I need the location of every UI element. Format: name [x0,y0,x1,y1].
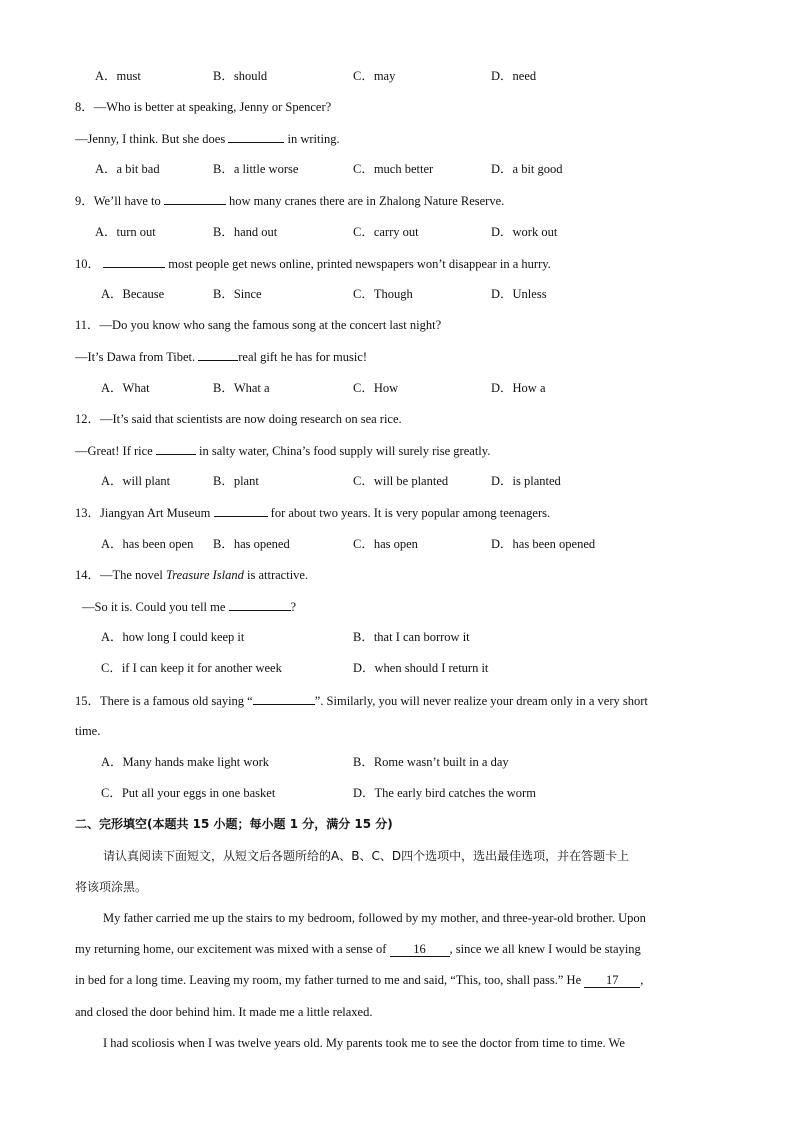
q14-option-b[interactable]: B．that I can borrow it [353,630,470,644]
instruction-line-2: 将该项涂黑。 [75,880,148,894]
passage-p2-line-1: I had scoliosis when I was twelve years old. My parents took me to see the doctor from time to time. We [103,1036,625,1050]
q12-stem: 12．—It’s said that scientists are now doing research on sea rice. [75,412,402,426]
q11-blank [198,348,238,361]
q9-stem [75,192,504,209]
q9-stem-a: 9．We’ll have to [75,194,161,208]
q14-line2-b: ? [290,600,297,614]
q8-stem: 8．—Who is better at speaking, Jenny or Spencer? [75,100,332,114]
q15-option-d[interactable]: D．The early bird catches the worm [353,786,536,800]
passage-p1-line-2-b: , since we all knew I would be staying [449,942,641,956]
q12-line2 [75,442,490,459]
q10-option-c[interactable]: C．Though [353,287,413,301]
q9-option-b[interactable]: B．hand out [213,225,278,239]
blank-16[interactable]: 16 [390,942,450,957]
q7-option-a[interactable]: A．must [95,69,141,83]
q7-option-c[interactable]: C．may [353,69,396,83]
q12-line2-b: in salty water, China’s food supply will surely rise greatly. [198,444,491,458]
q11-line2 [75,348,367,365]
q14-book-title: Treasure Island [165,568,244,582]
passage-p1-line-3-b: , [640,973,644,987]
q8-line2-b: in writing. [287,132,340,146]
q15-stem-continued: time. [75,724,101,738]
q10-stem [75,255,551,272]
instruction-line-1: 请认真阅读下面短文，从短文后各题所给的A、B、C、D四个选项中，选出最佳选项，并在答题卡上 [103,849,630,863]
q15-stem [75,692,648,709]
q9-option-d[interactable]: D．work out [491,225,558,239]
q13-option-d[interactable]: D．has been opened [491,537,596,551]
q13-option-c[interactable]: C．has open [353,537,418,551]
q9-stem-b: how many cranes there are in Zhalong Nature Reserve. [229,194,505,208]
q11-line2-a: —It’s Dawa from Tibet. [75,350,196,364]
q10-blank [103,255,165,268]
passage-p1-line-4: and closed the door behind him. It made me a little relaxed. [75,1005,373,1019]
section-title: 二、完形填空(本题共 15 小题；每小题 1 分，满分 15 分) [75,817,393,831]
q8-line2 [75,130,340,147]
blank-17[interactable]: 17 [584,973,640,988]
q15-option-b[interactable]: B．Rome wasn’t built in a day [353,755,509,769]
q15-option-a[interactable]: A．Many hands make light work [101,755,270,769]
q14-stem-b: is attractive. [247,568,309,582]
q13-stem-b: for about two years. It is very popular among teenagers. [270,506,551,520]
q13-stem [75,504,550,521]
q14-line2-a: —So it is. Could you tell me [82,600,226,614]
q14-blank [229,598,291,611]
passage-p1-line-2 [75,941,641,957]
q11-line2-b: real gift he has for music! [238,350,368,364]
q14-option-a[interactable]: A．how long I could keep it [101,630,245,644]
q14-line2 [82,598,296,615]
q12-option-a[interactable]: A．will plant [101,474,171,488]
q11-stem: 11．—Do you know who sang the famous song at the concert last night? [75,318,442,332]
passage-p1-line-3-a: in bed for a long time. Leaving my room, my father turned to me and said, “This, too, shall pass.” He [75,973,582,987]
q15-stem-b: ”. Similarly, you will never realize your dream only in a very short [314,694,648,708]
q10-option-d[interactable]: D．Unless [491,287,547,301]
q12-line2-a: —Great! If rice [75,444,153,458]
q11-option-b[interactable]: B．What a [213,381,270,395]
q8-option-a[interactable]: A．a bit bad [95,162,160,176]
q7-option-d[interactable]: D．need [491,69,537,83]
passage-p1-line-3 [75,972,643,988]
q13-option-b[interactable]: B．has opened [213,537,290,551]
q8-option-d[interactable]: D．a bit good [491,162,563,176]
q15-stem-a: 15．There is a famous old saying “ [75,694,253,708]
q10-stem-a: 10． [75,257,101,271]
q10-option-a[interactable]: A．Because [101,287,165,301]
q11-option-d[interactable]: D．How a [491,381,546,395]
q9-option-c[interactable]: C．carry out [353,225,419,239]
q15-blank [253,692,315,705]
q15-option-c[interactable]: C．Put all your eggs in one basket [101,786,276,800]
q12-option-c[interactable]: C．will be planted [353,474,449,488]
q8-line2-a: —Jenny, I think. But she does [75,132,226,146]
q13-option-a[interactable]: A．has been open [101,537,194,551]
passage-p1-line-1: My father carried me up the stairs to my bedroom, followed by my mother, and three-year-old brother. Upon [103,911,646,925]
q12-option-d[interactable]: D．is planted [491,474,561,488]
q14-stem-a: 14．—The novel [75,568,163,582]
q10-option-b[interactable]: B．Since [213,287,262,301]
q9-blank [164,192,226,205]
q13-blank [214,504,268,517]
q10-stem-b: most people get news online, printed newspapers won’t disappear in a hurry. [168,257,551,271]
q7-option-b[interactable]: B．should [213,69,268,83]
q14-option-c[interactable]: C．if I can keep it for another week [101,661,282,675]
q12-option-b[interactable]: B．plant [213,474,259,488]
q8-option-c[interactable]: C．much better [353,162,434,176]
passage-p1-line-2-a: my returning home, our excitement was mixed with a sense of [75,942,387,956]
q14-stem [75,567,308,583]
q8-blank [228,130,284,143]
q9-option-a[interactable]: A．turn out [95,225,156,239]
q12-blank [156,442,196,455]
q11-option-a[interactable]: A．What [101,381,150,395]
q13-stem-a: 13．Jiangyan Art Museum [75,506,211,520]
q11-option-c[interactable]: C．How [353,381,399,395]
q8-option-b[interactable]: B．a little worse [213,162,299,176]
q14-option-d[interactable]: D．when should I return it [353,661,489,675]
